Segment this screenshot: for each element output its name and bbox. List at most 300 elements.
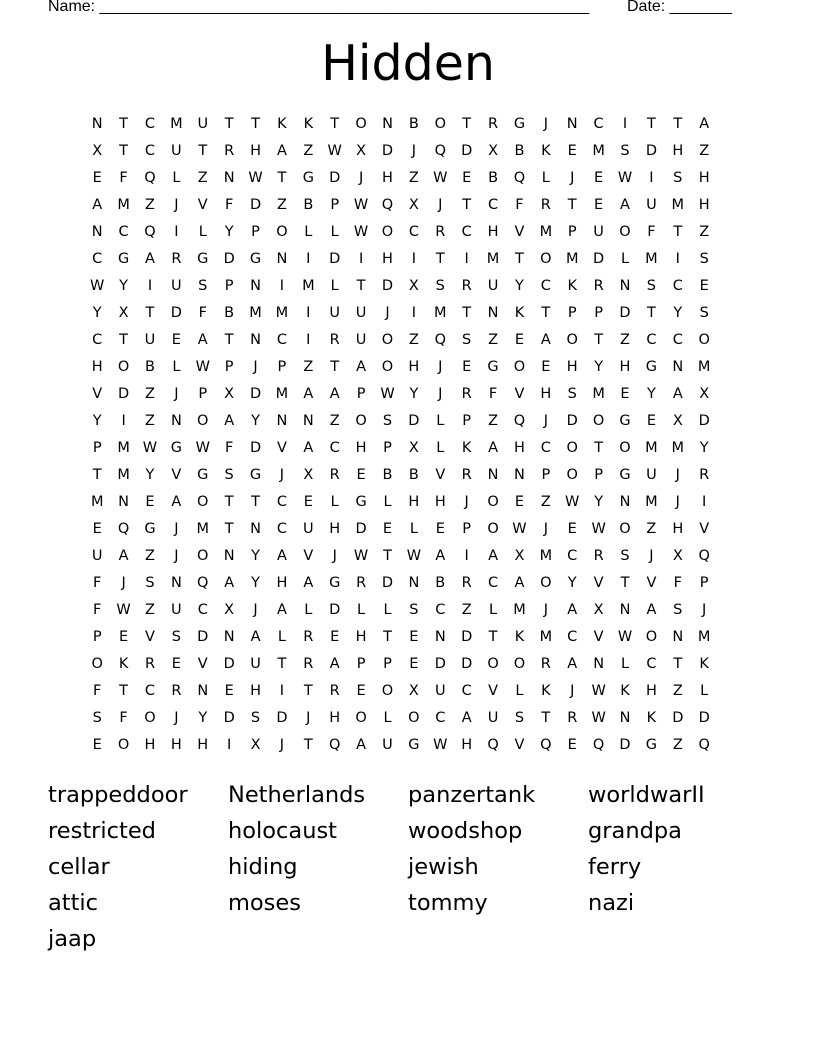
grid-letter: X	[118, 305, 129, 321]
grid-letter: D	[249, 386, 262, 402]
grid-letter: P	[251, 224, 260, 240]
grid-letter: E	[462, 359, 472, 375]
grid-letter: N	[672, 359, 684, 375]
grid-letter: X	[303, 467, 314, 483]
grid-letter: V	[593, 629, 604, 645]
grid-letter: J	[438, 359, 443, 375]
grid-letter: P	[356, 656, 366, 672]
grid-letter: N	[619, 278, 631, 294]
grid-letter: M	[302, 278, 315, 294]
grid-letter: U	[382, 737, 393, 753]
grid-letter: O	[91, 656, 103, 672]
grid-row	[84, 195, 744, 222]
grid-letter: X	[356, 143, 367, 159]
grid-letter: D	[698, 413, 710, 429]
grid-letter: R	[540, 656, 551, 672]
grid-letter: T	[567, 197, 577, 213]
grid-letter: O	[513, 359, 526, 375]
grid-letter: U	[646, 197, 657, 213]
grid-letter: B	[435, 575, 446, 591]
grid-letter: C	[276, 494, 287, 510]
grid-letter: G	[170, 440, 182, 456]
grid-letter: N	[223, 629, 235, 645]
grid-letter: Z	[145, 602, 155, 618]
grid-letter: K	[118, 656, 129, 672]
word-list-item: holocaust	[228, 818, 338, 844]
grid-letter: W	[116, 602, 131, 618]
grid-letter: H	[434, 494, 446, 510]
grid-letter: Q	[592, 737, 605, 753]
word-list-item: panzertank	[408, 782, 536, 808]
grid-row	[84, 627, 744, 654]
grid-letter: P	[330, 197, 340, 213]
grid-letter: P	[92, 440, 102, 456]
word-list-item: tommy	[408, 890, 488, 916]
grid-letter: J	[174, 521, 179, 537]
grid-letter: J	[332, 548, 337, 564]
grid-letter: X	[672, 548, 683, 564]
grid-letter: A	[356, 359, 367, 375]
grid-letter: H	[408, 494, 420, 510]
grid-letter: N	[619, 710, 631, 726]
grid-letter: H	[672, 143, 684, 159]
grid-letter: H	[382, 251, 393, 267]
grid-letter: F	[119, 710, 128, 726]
grid-letter: L	[489, 602, 498, 618]
grid-letter: A	[118, 548, 129, 564]
grid-letter: T	[330, 116, 340, 132]
grid-letter: O	[619, 224, 631, 240]
grid-letter: T	[119, 116, 129, 132]
grid-letter: V	[514, 224, 525, 240]
grid-letter: Z	[699, 224, 710, 240]
grid-letter: A	[224, 413, 235, 429]
grid-letter: V	[276, 440, 287, 456]
grid-letter: V	[92, 386, 103, 402]
grid-row	[84, 384, 744, 411]
grid-letter: J	[702, 602, 707, 618]
grid-letter: A	[356, 737, 367, 753]
grid-letter: C	[672, 332, 683, 348]
grid-letter: F	[515, 197, 524, 213]
grid-letter: H	[382, 170, 393, 186]
grid-letter: J	[570, 683, 575, 699]
grid-letter: J	[675, 467, 680, 483]
grid-letter: R	[303, 656, 314, 672]
grid-letter: I	[174, 224, 179, 240]
grid-letter: N	[619, 494, 631, 510]
grid-letter: N	[619, 602, 631, 618]
grid-letter: O	[487, 521, 499, 537]
grid-letter: J	[675, 494, 680, 510]
grid-letter: T	[303, 683, 313, 699]
grid-letter: K	[514, 629, 525, 645]
grid-letter: N	[91, 224, 103, 240]
grid-letter: Y	[251, 548, 260, 564]
grid-row	[84, 357, 744, 384]
grid-letter: Z	[408, 170, 419, 186]
grid-letter: H	[355, 629, 367, 645]
grid-letter: T	[119, 683, 129, 699]
grid-letter: E	[92, 521, 102, 537]
grid-letter: R	[356, 575, 367, 591]
grid-letter: D	[461, 143, 473, 159]
grid-letter: P	[383, 656, 392, 672]
grid-letter: S	[699, 251, 709, 267]
grid-letter: T	[673, 224, 683, 240]
grid-letter: X	[408, 197, 419, 213]
grid-letter: C	[144, 683, 156, 699]
word-list-item: restricted	[48, 818, 156, 844]
grid-letter: K	[699, 656, 709, 672]
grid-letter: A	[329, 386, 340, 402]
grid-letter: N	[487, 467, 499, 483]
grid-letter: B	[408, 467, 419, 483]
grid-letter: W	[433, 170, 448, 186]
grid-letter: E	[541, 359, 551, 375]
grid-letter: M	[592, 386, 605, 402]
grid-letter: T	[251, 494, 260, 510]
grid-letter: T	[224, 521, 234, 537]
grid-letter: C	[646, 656, 657, 672]
grid-letter: R	[329, 332, 340, 348]
grid-letter: C	[646, 332, 657, 348]
grid-letter: W	[90, 278, 105, 294]
grid-letter: Z	[276, 197, 287, 213]
grid-letter: L	[277, 629, 286, 645]
grid-letter: O	[619, 521, 631, 537]
grid-row	[84, 546, 744, 573]
grid-letter: A	[224, 575, 235, 591]
grid-letter: B	[224, 305, 235, 321]
grid-letter: Z	[488, 413, 499, 429]
grid-letter: T	[383, 629, 392, 645]
grid-letter: I	[279, 683, 285, 699]
grid-letter: T	[224, 332, 234, 348]
grid-letter: U	[355, 305, 367, 321]
grid-letter: M	[645, 251, 658, 267]
grid-letter: L	[620, 656, 630, 672]
grid-letter: R	[461, 278, 472, 294]
grid-letter: Y	[594, 359, 604, 375]
grid-letter: X	[514, 548, 525, 564]
grid-letter: M	[539, 224, 553, 240]
grid-letter: K	[541, 143, 551, 159]
grid-letter: I	[306, 332, 311, 348]
grid-letter: P	[356, 386, 366, 402]
grid-letter: J	[543, 413, 548, 429]
grid-letter: I	[306, 305, 311, 321]
grid-letter: S	[224, 467, 234, 483]
word-list-item: jewish	[408, 854, 479, 880]
grid-letter: T	[277, 656, 287, 672]
grid-letter: F	[224, 440, 234, 456]
grid-letter: S	[673, 602, 683, 618]
grid-letter: O	[540, 575, 552, 591]
grid-letter: D	[593, 251, 605, 267]
grid-letter: Z	[672, 683, 683, 699]
grid-letter: O	[645, 629, 658, 645]
grid-letter: A	[567, 602, 578, 618]
word-list-item: hiding	[228, 854, 298, 880]
date-field-label: Date: _______	[627, 0, 732, 15]
grid-letter: T	[646, 305, 656, 321]
grid-letter: S	[198, 278, 208, 294]
grid-letter: U	[487, 278, 499, 294]
grid-letter: E	[567, 143, 577, 159]
word-list-item: cellar	[48, 854, 110, 880]
grid-letter: L	[436, 413, 445, 429]
grid-letter: E	[303, 494, 313, 510]
grid-letter: I	[675, 251, 680, 267]
grid-letter: G	[249, 467, 262, 483]
grid-letter: J	[174, 548, 179, 564]
grid-letter: X	[250, 737, 261, 753]
grid-letter: M	[565, 251, 579, 267]
grid-letter: Y	[251, 413, 260, 429]
grid-letter: E	[171, 656, 181, 672]
grid-letter: J	[279, 467, 285, 483]
grid-letter: N	[223, 170, 235, 186]
grid-letter: M	[196, 521, 210, 537]
grid-letter: O	[144, 710, 156, 726]
grid-letter: X	[224, 386, 235, 402]
grid-letter: Q	[513, 170, 526, 186]
grid-letter: Z	[303, 143, 314, 159]
grid-letter: Q	[698, 548, 710, 564]
grid-letter: G	[249, 251, 262, 267]
grid-letter: T	[541, 305, 551, 321]
grid-letter: A	[303, 386, 314, 402]
grid-letter: O	[381, 332, 394, 348]
grid-letter: T	[224, 494, 234, 510]
grid-letter: C	[540, 440, 551, 456]
grid-letter: I	[702, 494, 707, 510]
grid-letter: V	[488, 683, 499, 699]
grid-letter: X	[593, 602, 604, 618]
grid-letter: H	[408, 359, 420, 375]
grid-row	[84, 330, 744, 357]
grid-letter: C	[487, 575, 499, 591]
grid-letter: Q	[144, 170, 156, 186]
grid-letter: P	[462, 413, 472, 429]
grid-letter: O	[355, 710, 367, 726]
grid-letter: D	[381, 143, 394, 159]
grid-letter: M	[434, 305, 447, 321]
grid-letter: J	[174, 710, 179, 726]
grid-letter: U	[303, 521, 314, 537]
grid-letter: F	[93, 602, 102, 618]
grid-letter: O	[487, 494, 499, 510]
grid-letter: S	[409, 602, 419, 618]
grid-letter: X	[408, 278, 419, 294]
grid-letter: G	[329, 575, 341, 591]
grid-letter: X	[224, 602, 235, 618]
grid-letter: M	[671, 440, 685, 456]
grid-letter: J	[438, 386, 443, 402]
grid-letter: F	[647, 224, 656, 240]
grid-letter: T	[224, 116, 234, 132]
grid-letter: D	[276, 710, 288, 726]
grid-letter: A	[672, 386, 683, 402]
grid-letter: T	[594, 332, 604, 348]
grid-letter: P	[383, 440, 392, 456]
grid-letter: Y	[646, 386, 656, 402]
grid-letter: I	[464, 548, 469, 564]
grid-letter: C	[461, 683, 472, 699]
grid-letter: M	[513, 602, 526, 618]
grid-letter: R	[488, 116, 499, 132]
grid-letter: E	[356, 683, 366, 699]
grid-letter: W	[248, 170, 263, 186]
grid-letter: G	[408, 737, 420, 753]
grid-letter: G	[645, 359, 658, 375]
grid-letter: L	[330, 224, 339, 240]
grid-letter: N	[408, 575, 420, 591]
grid-letter: H	[566, 359, 578, 375]
grid-letter: E	[699, 278, 709, 294]
grid-letter: L	[383, 710, 392, 726]
grid-letter: P	[699, 575, 709, 591]
grid-letter: M	[697, 629, 711, 645]
grid-letter: O	[566, 440, 578, 456]
grid-letter: A	[461, 710, 472, 726]
grid-letter: Q	[329, 737, 341, 753]
grid-letter: E	[567, 737, 577, 753]
grid-letter: H	[170, 737, 182, 753]
grid-letter: K	[646, 710, 657, 726]
grid-row	[84, 141, 744, 168]
grid-letter: I	[464, 251, 469, 267]
grid-letter: K	[303, 116, 314, 132]
grid-letter: M	[539, 548, 553, 564]
grid-letter: Z	[145, 548, 155, 564]
grid-letter: Z	[197, 170, 208, 186]
grid-letter: E	[594, 170, 604, 186]
grid-letter: L	[383, 494, 392, 510]
grid-letter: N	[434, 629, 446, 645]
grid-row	[84, 573, 744, 600]
grid-letter: A	[329, 656, 340, 672]
grid-letter: L	[436, 440, 445, 456]
grid-letter: H	[197, 737, 209, 753]
word-list-item: nazi	[588, 890, 635, 916]
grid-letter: K	[514, 305, 525, 321]
grid-letter: N	[170, 413, 182, 429]
grid-letter: J	[121, 575, 126, 591]
grid-letter: X	[408, 440, 419, 456]
grid-letter: U	[250, 656, 261, 672]
grid-letter: D	[645, 143, 657, 159]
grid-letter: Y	[145, 467, 155, 483]
grid-letter: N	[118, 494, 130, 510]
grid-letter: Z	[145, 413, 155, 429]
grid-letter: C	[92, 251, 103, 267]
grid-letter: D	[355, 521, 367, 537]
word-search-grid	[84, 114, 744, 762]
grid-letter: Z	[303, 359, 314, 375]
grid-letter: Z	[620, 332, 630, 348]
grid-letter: L	[304, 602, 313, 618]
grid-letter: Y	[251, 575, 260, 591]
grid-letter: U	[593, 224, 604, 240]
grid-letter: Y	[224, 224, 234, 240]
grid-letter: E	[409, 629, 419, 645]
grid-letter: S	[646, 278, 656, 294]
grid-letter: B	[488, 170, 499, 186]
grid-letter: D	[461, 629, 473, 645]
grid-letter: F	[488, 386, 498, 402]
grid-letter: T	[462, 305, 472, 321]
grid-letter: W	[591, 683, 606, 699]
grid-letter: S	[435, 278, 445, 294]
grid-letter: A	[620, 197, 630, 213]
grid-letter: R	[540, 197, 551, 213]
grid-letter: P	[92, 629, 102, 645]
grid-letter: G	[302, 170, 314, 186]
grid-letter: D	[249, 197, 262, 213]
grid-letter: A	[303, 575, 314, 591]
grid-letter: O	[566, 467, 578, 483]
grid-letter: Z	[699, 143, 710, 159]
grid-letter: P	[224, 278, 234, 294]
grid-letter: G	[197, 467, 209, 483]
grid-letter: N	[91, 116, 103, 132]
grid-letter: V	[514, 386, 525, 402]
grid-letter: C	[435, 602, 446, 618]
grid-letter: N	[223, 548, 235, 564]
grid-letter: J	[306, 710, 311, 726]
grid-letter: I	[147, 278, 153, 294]
grid-letter: J	[411, 143, 417, 159]
grid-letter: C	[672, 278, 683, 294]
grid-letter: J	[174, 386, 179, 402]
grid-letter: T	[356, 278, 366, 294]
grid-letter: G	[513, 116, 526, 132]
grid-letter: M	[117, 467, 130, 483]
grid-letter: J	[438, 197, 443, 213]
grid-letter: L	[172, 359, 181, 375]
grid-letter: E	[171, 332, 181, 348]
grid-letter: C	[408, 224, 419, 240]
grid-letter: H	[250, 143, 261, 159]
grid-letter: O	[197, 494, 209, 510]
grid-letter: D	[381, 575, 394, 591]
grid-letter: O	[513, 656, 526, 672]
grid-letter: H	[329, 710, 341, 726]
grid-letter: M	[592, 143, 605, 159]
grid-letter: X	[408, 683, 419, 699]
grid-letter: T	[119, 143, 129, 159]
grid-letter: M	[117, 197, 130, 213]
grid-letter: I	[411, 251, 417, 267]
grid-letter: R	[593, 278, 604, 294]
grid-letter: Z	[540, 494, 551, 510]
grid-letter: E	[514, 332, 525, 348]
grid-letter: R	[329, 467, 340, 483]
grid-letter: N	[514, 467, 525, 483]
grid-letter: A	[567, 656, 578, 672]
grid-letter: E	[462, 170, 472, 186]
grid-letter: I	[649, 170, 654, 186]
grid-letter: A	[488, 548, 499, 564]
grid-letter: H	[645, 683, 657, 699]
grid-letter: P	[541, 467, 551, 483]
grid-letter: A	[540, 332, 551, 348]
grid-letter: M	[90, 494, 104, 510]
grid-letter: T	[515, 251, 524, 267]
grid-letter: Y	[699, 440, 709, 456]
